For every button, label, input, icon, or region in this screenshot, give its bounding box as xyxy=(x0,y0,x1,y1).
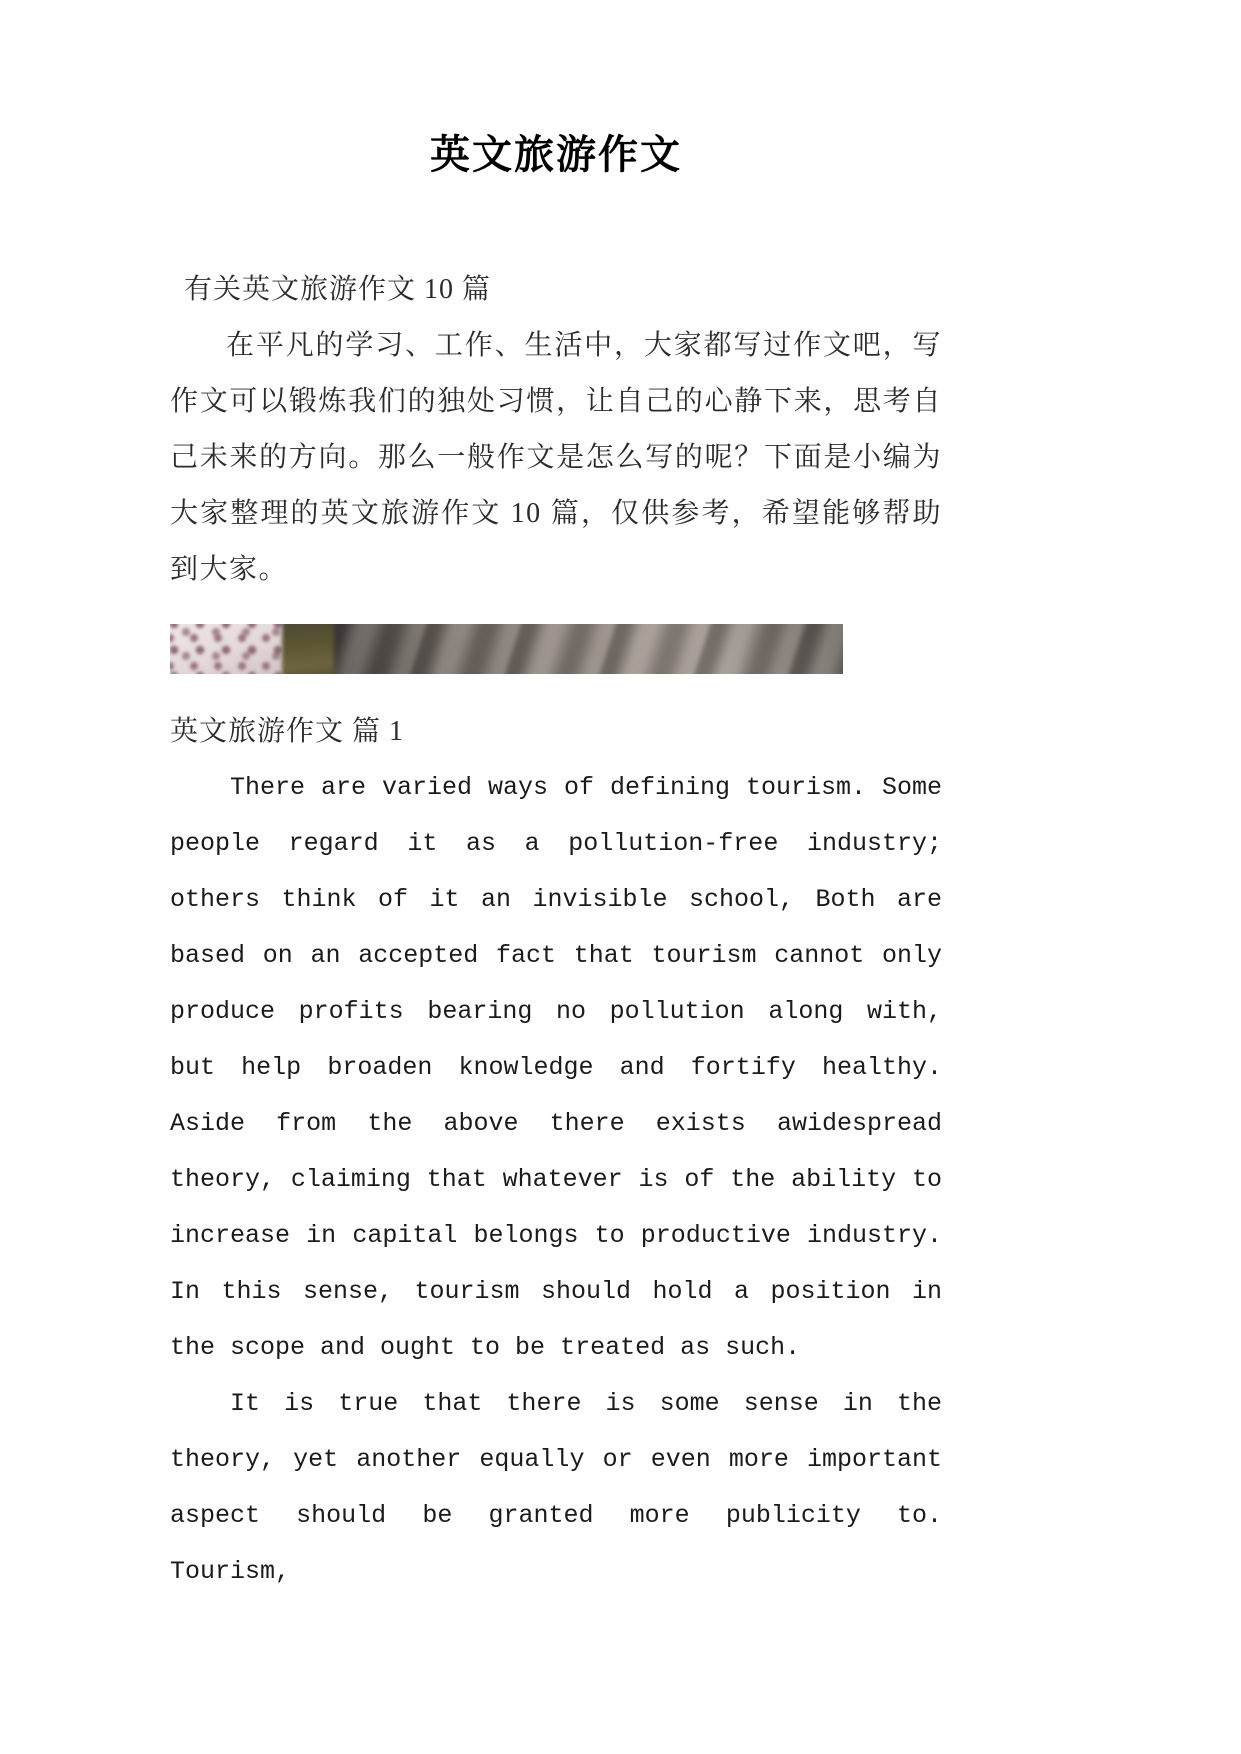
essay-paragraph-2: It is true that there is some sense in the theory, yet another equally or even more important aspect should be granted more publicity to. Tourism, xyxy=(170,1389,942,1586)
page-title: 英文旅游作文 xyxy=(430,132,682,177)
section-heading-essay-1: 英文旅游作文 篇 1 xyxy=(170,716,405,747)
banner-knit-texture xyxy=(170,624,288,674)
banner-olive-strip xyxy=(282,624,340,674)
subtitle: 有关英文旅游作文 10 篇 xyxy=(184,274,492,305)
essay-paragraph-1: There are varied ways of defining tourism. Some people regard it as a pollution-free industry; others think of it an invisible school, Both are based on an accepted fact that tourism cannot only produce profits bearing no pollution along with, but help broaden knowledge and fortify healthy. Aside from the above there exists awidespread theory, claiming that whatever is of the ability to increase in capital belongs to productive industry. In this sense, tourism should hold a position in the scope and ought to be treated as such. xyxy=(170,773,942,1362)
content-column xyxy=(170,0,942,1600)
intro-paragraph: 在平凡的学习、工作、生活中，大家都写过作文吧，写作文可以锻炼我们的独处习惯，让自己的心静下来，思考自己未来的方向。那么一般作文是怎么写的呢？下面是小编为大家整理的英文旅游作文 10 篇，仅供参考，希望能够帮助到大家。 xyxy=(170,330,942,585)
banner-gray-fabric-texture xyxy=(334,624,843,674)
banner-image xyxy=(170,624,843,674)
